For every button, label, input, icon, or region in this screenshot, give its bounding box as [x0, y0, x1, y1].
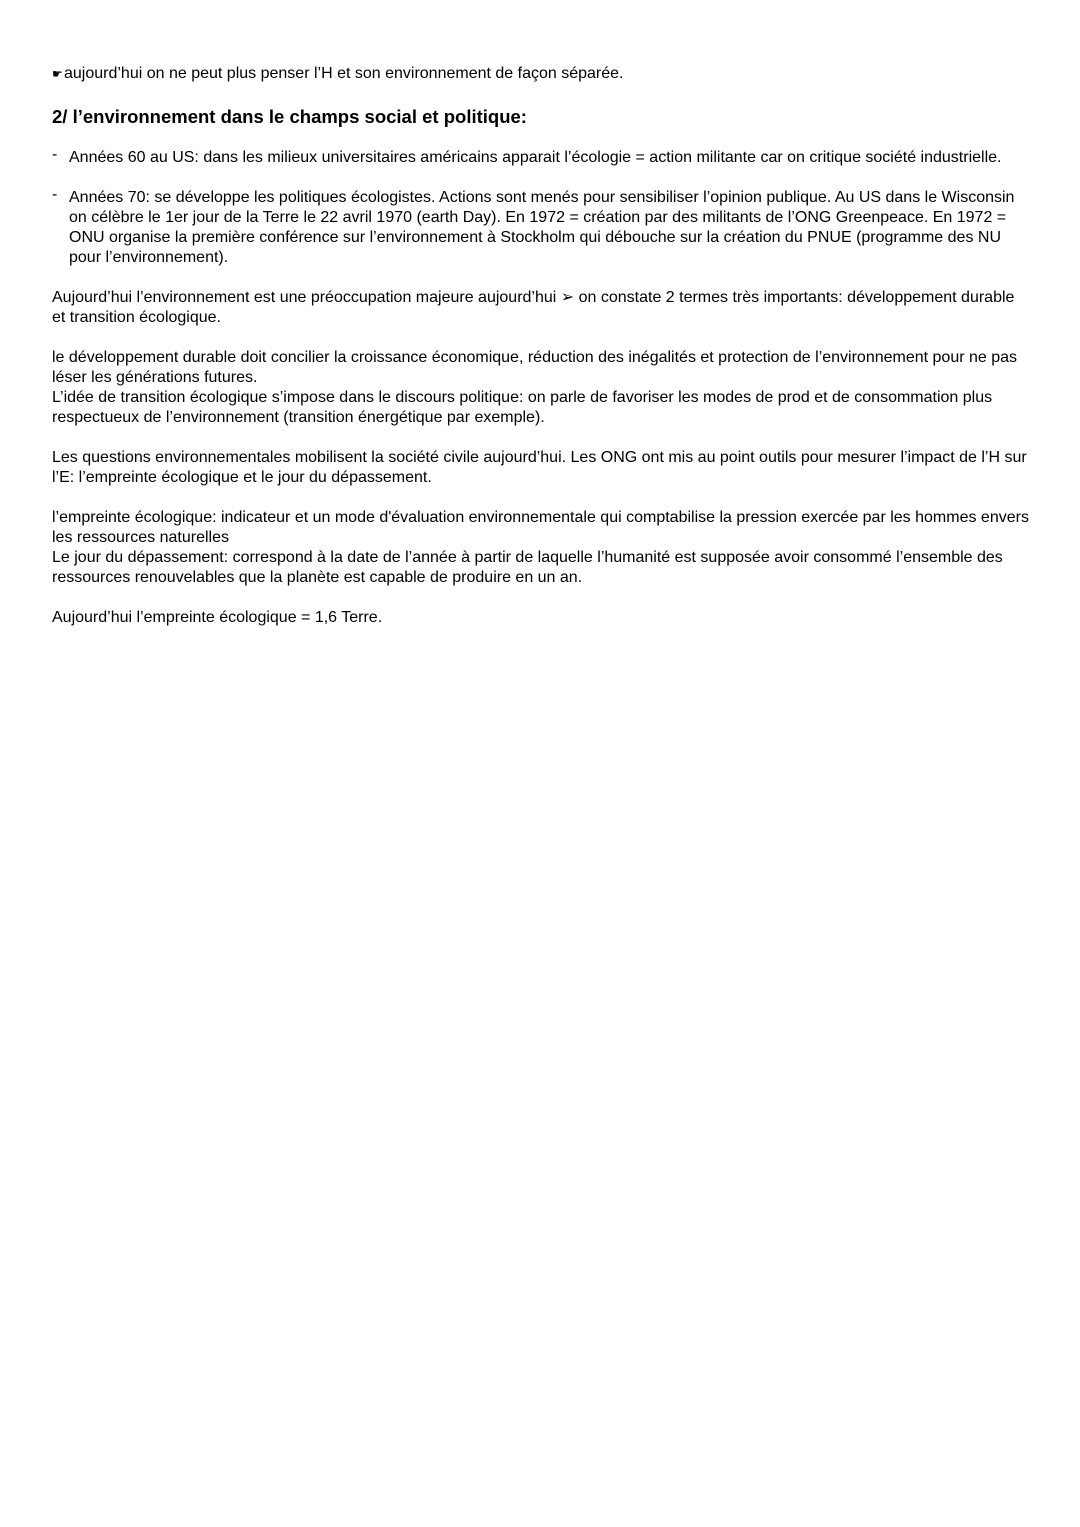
paragraph-civil-society: Les questions environnementales mobilisent la société civile aujourd’hui. Les ONG ont mis au point outils pour mesurer l’impact de l’H sur l’E: l’empreinte écologique et le jour du dépassement.: [52, 449, 1027, 486]
list-item-text: Années 60 au US: dans les milieux universitaires américains apparait l’écologie = action militante car on critique société industrielle.: [69, 149, 1002, 166]
list-item: [52, 148, 1032, 168]
bullet-list: [52, 148, 1032, 268]
section-heading: 2/ l’environnement dans le champs social et politique:: [52, 106, 527, 127]
pointing-hand-icon: ☛: [52, 67, 63, 81]
paragraph-line: le développement durable doit concilier la croissance économique, réduction des inégalités et protection de l’environnement pour ne pas léser les générations futures.: [52, 349, 1018, 386]
document-page: [52, 64, 1032, 648]
intro-text: aujourd’hui on ne peut plus penser l’H et son environnement de façon séparée.: [64, 65, 624, 82]
list-item-text: Années 70: se développe les politiques écologistes. Actions sont menés pour sensibiliser l’opinion publique. Au US dans le Wisconsin on célèbre le 1er jour de la Terre le 22 avril 1970 (earth Day). En 1972 = création par des militants de l’ONG Greenpeace. En 1972 = ONU organise la première conférence sur l’environnement à Stockholm qui débouche sur la création du PNUE (programme des NU pour l’environnement).: [69, 189, 1015, 266]
paragraph-line: Le jour du dépassement: correspond à la date de l’année à partir de laquelle l’humanité est supposée avoir consommé l’ensemble des ressources renouvelables que la planète est capable de produire en un an.: [52, 549, 1003, 586]
paragraph-sustainable-development: [52, 348, 1032, 428]
dash-bullet-icon: -: [52, 146, 58, 163]
paragraph-line: l’empreinte écologique: indicateur et un mode d'évaluation environnementale qui comptabilise la pression exercée par les hommes envers les ressources naturelles: [52, 509, 1029, 546]
paragraph-definitions: [52, 508, 1032, 588]
paragraph-environment-concern: Aujourd’hui l’environnement est une préoccupation majeure aujourd’hui ➢ on constate 2 termes très importants: développement durable et transition écologique.: [52, 289, 1015, 326]
dash-bullet-icon: -: [52, 186, 58, 203]
paragraph-line: L’idée de transition écologique s’impose dans le discours politique: on parle de favoriser les modes de prod et de consommation plus respectueux de l’environnement (transition énergétique par exemple).: [52, 389, 993, 426]
list-item: [52, 188, 1032, 268]
intro-line: [52, 64, 1032, 84]
paragraph-footprint-value: Aujourd’hui l’empreinte écologique = 1,6 Terre.: [52, 609, 383, 626]
